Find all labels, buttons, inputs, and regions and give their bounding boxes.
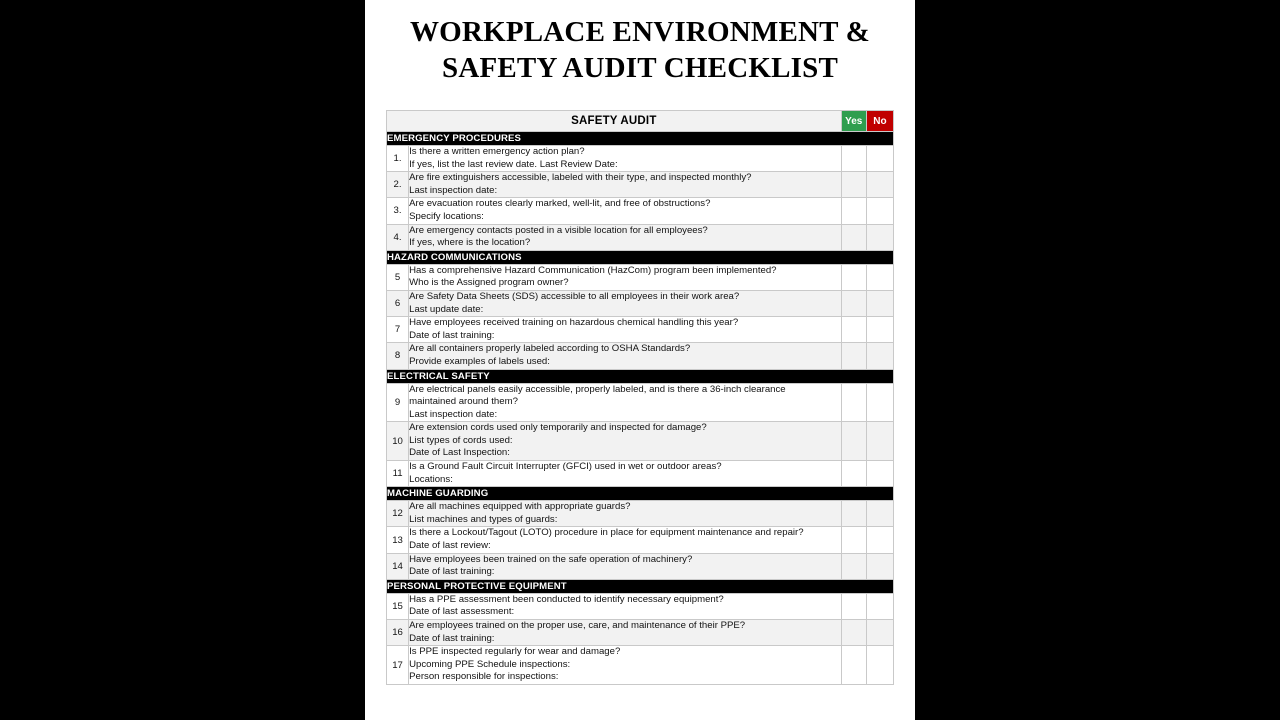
row-number: 1. bbox=[387, 146, 409, 172]
row-question bbox=[409, 146, 842, 172]
question-line: Have employees been trained on the safe operation of machinery? bbox=[409, 553, 693, 565]
row-question bbox=[409, 317, 842, 343]
table-row bbox=[387, 343, 894, 369]
section-header-row bbox=[387, 132, 894, 146]
question-line: List types of cords used: bbox=[409, 434, 513, 446]
row-question bbox=[409, 620, 842, 646]
question-line: Locations: bbox=[409, 473, 453, 485]
row-number: 9 bbox=[387, 383, 409, 422]
answer-cell-yes[interactable] bbox=[841, 527, 866, 553]
question-line: If yes, list the last review date. Last Review Date: bbox=[409, 158, 618, 170]
table-header-row bbox=[387, 111, 894, 132]
answer-cell-no[interactable] bbox=[866, 343, 893, 369]
answer-cell-no[interactable] bbox=[866, 593, 893, 619]
answer-cell-yes[interactable] bbox=[841, 422, 866, 461]
table-row bbox=[387, 620, 894, 646]
question-line: List machines and types of guards: bbox=[409, 513, 558, 525]
question-line: Has a comprehensive Hazard Communication (HazCom) program been implemented? bbox=[409, 264, 777, 276]
column-header-yes: Yes bbox=[841, 111, 866, 132]
table-row bbox=[387, 593, 894, 619]
row-question bbox=[409, 198, 842, 224]
answer-cell-no[interactable] bbox=[866, 264, 893, 290]
answer-cell-yes[interactable] bbox=[841, 461, 866, 487]
answer-cell-yes[interactable] bbox=[841, 646, 866, 685]
question-line: Has a PPE assessment been conducted to identify necessary equipment? bbox=[409, 593, 724, 605]
question-line: Date of last training: bbox=[409, 566, 495, 578]
answer-cell-no[interactable] bbox=[866, 620, 893, 646]
table-row bbox=[387, 501, 894, 527]
answer-cell-no[interactable] bbox=[866, 527, 893, 553]
column-header-no: No bbox=[866, 111, 893, 132]
row-number: 14 bbox=[387, 553, 409, 579]
answer-cell-no[interactable] bbox=[866, 317, 893, 343]
row-number: 16 bbox=[387, 620, 409, 646]
section-header-label: HAZARD COMMUNICATIONS bbox=[387, 250, 894, 264]
answer-cell-no[interactable] bbox=[866, 290, 893, 316]
question-line: Date of last training: bbox=[409, 329, 495, 341]
table-row bbox=[387, 146, 894, 172]
question-line: Provide examples of labels used: bbox=[409, 355, 550, 367]
table-row bbox=[387, 646, 894, 685]
question-line: Specify locations: bbox=[409, 210, 484, 222]
table-row bbox=[387, 198, 894, 224]
row-question bbox=[409, 646, 842, 685]
answer-cell-yes[interactable] bbox=[841, 553, 866, 579]
question-line: If yes, where is the location? bbox=[409, 237, 531, 249]
section-header-label: EMERGENCY PROCEDURES bbox=[387, 132, 894, 146]
table-row bbox=[387, 290, 894, 316]
answer-cell-yes[interactable] bbox=[841, 383, 866, 422]
row-number: 2. bbox=[387, 172, 409, 198]
table-row bbox=[387, 317, 894, 343]
question-line: Last inspection date: bbox=[409, 184, 498, 196]
answer-cell-yes[interactable] bbox=[841, 172, 866, 198]
answer-cell-yes[interactable] bbox=[841, 317, 866, 343]
question-line: Have employees received training on hazardous chemical handling this year? bbox=[409, 317, 739, 329]
question-line: Is there a written emergency action plan? bbox=[409, 146, 585, 157]
answer-cell-yes[interactable] bbox=[841, 198, 866, 224]
row-number: 11 bbox=[387, 461, 409, 487]
question-line: Is a Ground Fault Circuit Interrupter (GFCI) used in wet or outdoor areas? bbox=[409, 461, 722, 473]
answer-cell-no[interactable] bbox=[866, 501, 893, 527]
document-page bbox=[365, 0, 915, 720]
answer-cell-yes[interactable] bbox=[841, 593, 866, 619]
table-row bbox=[387, 383, 894, 422]
question-line: Date of last review: bbox=[409, 540, 491, 552]
row-number: 12 bbox=[387, 501, 409, 527]
table-header-title: SAFETY AUDIT bbox=[387, 111, 842, 132]
question-line: Who is the Assigned program owner? bbox=[409, 277, 569, 289]
row-number: 5 bbox=[387, 264, 409, 290]
question-line: Are Safety Data Sheets (SDS) accessible to all employees in their work area? bbox=[409, 290, 740, 302]
row-number: 10 bbox=[387, 422, 409, 461]
row-question bbox=[409, 422, 842, 461]
question-line: Are all containers properly labeled according to OSHA Standards? bbox=[409, 343, 691, 355]
question-line: Date of Last Inspection: bbox=[409, 447, 510, 459]
row-number: 4. bbox=[387, 224, 409, 250]
table-row bbox=[387, 264, 894, 290]
section-header-row bbox=[387, 369, 894, 383]
question-line: Date of last assessment: bbox=[409, 606, 515, 618]
row-number: 3. bbox=[387, 198, 409, 224]
page-title-line-2: SAFETY AUDIT CHECKLIST bbox=[441, 52, 838, 84]
answer-cell-no[interactable] bbox=[866, 422, 893, 461]
answer-cell-no[interactable] bbox=[866, 461, 893, 487]
safety-audit-table bbox=[386, 110, 894, 685]
answer-cell-yes[interactable] bbox=[841, 290, 866, 316]
answer-cell-yes[interactable] bbox=[841, 620, 866, 646]
answer-cell-no[interactable] bbox=[866, 172, 893, 198]
question-line: Are electrical panels easily accessible, properly labeled, and is there a 36-inch clearance bbox=[409, 383, 786, 395]
page-title bbox=[365, 0, 915, 86]
row-question bbox=[409, 264, 842, 290]
row-question bbox=[409, 501, 842, 527]
answer-cell-no[interactable] bbox=[866, 553, 893, 579]
row-question bbox=[409, 343, 842, 369]
section-header-row bbox=[387, 487, 894, 501]
answer-cell-yes[interactable] bbox=[841, 343, 866, 369]
section-header-label: MACHINE GUARDING bbox=[387, 487, 894, 501]
answer-cell-yes[interactable] bbox=[841, 501, 866, 527]
row-number: 6 bbox=[387, 290, 409, 316]
table-row bbox=[387, 553, 894, 579]
answer-cell-no[interactable] bbox=[866, 383, 893, 422]
answer-cell-yes[interactable] bbox=[841, 264, 866, 290]
section-header-label: ELECTRICAL SAFETY bbox=[387, 369, 894, 383]
answer-cell-no[interactable] bbox=[866, 646, 893, 685]
table-row bbox=[387, 224, 894, 250]
question-line: Are all machines equipped with appropriate guards? bbox=[409, 501, 631, 513]
row-number: 7 bbox=[387, 317, 409, 343]
question-line: Is there a Lockout/Tagout (LOTO) procedure in place for equipment maintenance and repair? bbox=[409, 527, 804, 539]
question-line: Are fire extinguishers accessible, labeled with their type, and inspected monthly? bbox=[409, 172, 752, 184]
row-question bbox=[409, 593, 842, 619]
question-line: Upcoming PPE Schedule inspections: bbox=[409, 658, 571, 670]
question-line: Last update date: bbox=[409, 303, 484, 315]
row-question bbox=[409, 290, 842, 316]
safety-audit-table-body bbox=[387, 111, 894, 685]
question-line: Is PPE inspected regularly for wear and damage? bbox=[409, 646, 621, 658]
question-line: Date of last training: bbox=[409, 632, 495, 644]
row-question bbox=[409, 383, 842, 422]
section-header-row bbox=[387, 579, 894, 593]
answer-cell-no[interactable] bbox=[866, 198, 893, 224]
row-number: 13 bbox=[387, 527, 409, 553]
section-header-row bbox=[387, 250, 894, 264]
answer-cell-no[interactable] bbox=[866, 146, 893, 172]
row-number: 8 bbox=[387, 343, 409, 369]
answer-cell-yes[interactable] bbox=[841, 146, 866, 172]
answer-cell-no[interactable] bbox=[866, 224, 893, 250]
table-row bbox=[387, 422, 894, 461]
question-line: Last inspection date: bbox=[409, 408, 498, 420]
row-question bbox=[409, 172, 842, 198]
question-line: Are evacuation routes clearly marked, well-lit, and free of obstructions? bbox=[409, 198, 711, 210]
row-question bbox=[409, 527, 842, 553]
question-line: Are employees trained on the proper use, care, and maintenance of their PPE? bbox=[409, 620, 746, 631]
table-row bbox=[387, 461, 894, 487]
question-line: Are emergency contacts posted in a visible location for all employees? bbox=[409, 224, 708, 236]
table-row bbox=[387, 172, 894, 198]
question-line: maintained around them? bbox=[409, 396, 518, 408]
table-row bbox=[387, 527, 894, 553]
question-line: Person responsible for inspections: bbox=[409, 671, 559, 683]
row-number: 15 bbox=[387, 593, 409, 619]
row-question bbox=[409, 224, 842, 250]
row-question bbox=[409, 553, 842, 579]
row-question bbox=[409, 461, 842, 487]
answer-cell-yes[interactable] bbox=[841, 224, 866, 250]
row-number: 17 bbox=[387, 646, 409, 685]
page-title-line-1: WORKPLACE ENVIRONMENT & bbox=[409, 16, 871, 48]
section-header-label: PERSONAL PROTECTIVE EQUIPMENT bbox=[387, 579, 894, 593]
question-line: Are extension cords used only temporarily and inspected for damage? bbox=[409, 422, 707, 434]
